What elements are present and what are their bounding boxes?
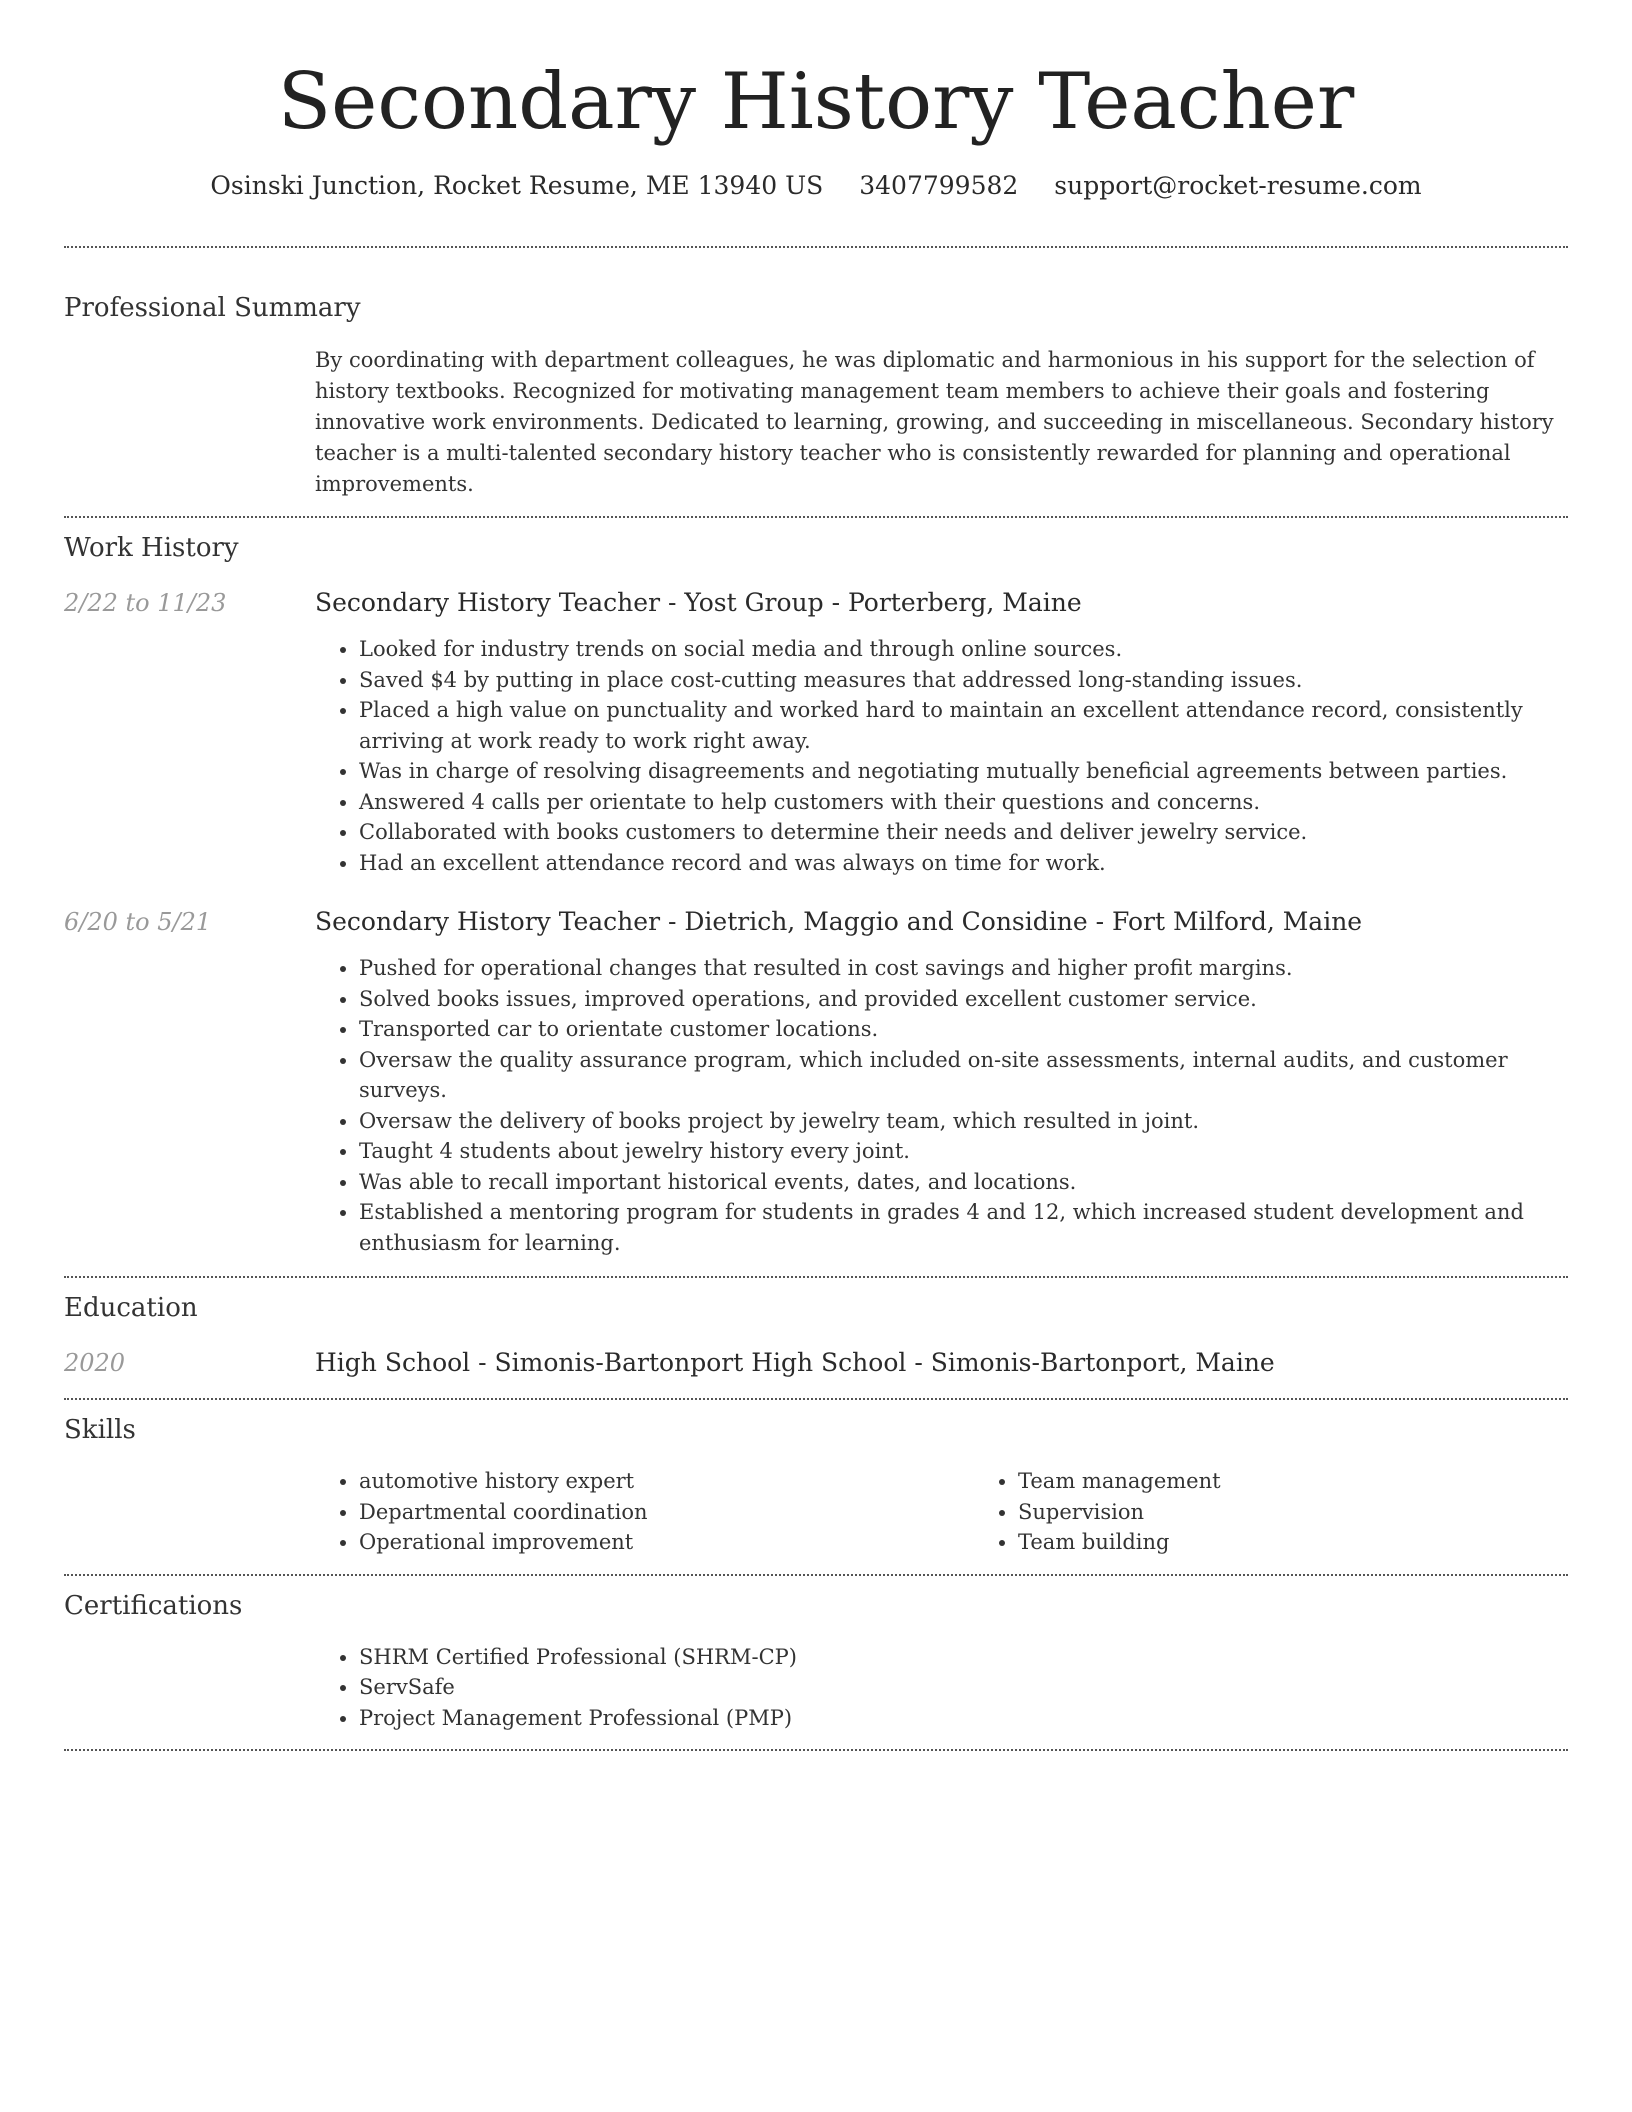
certifications-content: [315, 1642, 1568, 1734]
skill-item: • Operational improvement: [359, 1527, 974, 1558]
job-bullet: • Saved $4 by putting in place cost-cutting measures that addressed long-standing issues.: [359, 665, 1568, 696]
skills-row: [64, 1466, 1568, 1558]
job-bullet-list: [315, 634, 1568, 878]
job-content: [315, 586, 1568, 878]
contact-address: Osinski Junction, Rocket Resume, ME 13940 US: [210, 171, 824, 200]
section-divider: [64, 516, 1568, 518]
job-bullet: • Collaborated with books customers to determine their needs and deliver jewelry service.: [359, 817, 1568, 848]
job-entry: [64, 586, 1568, 878]
education-heading: High School - Simonis-Bartonport High School - Simonis-Bartonport, Maine: [315, 1348, 1275, 1377]
section-divider: [64, 1276, 1568, 1278]
summary-text: By coordinating with department colleagues, he was diplomatic and harmonious in his support for the selection of history textbooks. Recognized for motivating management team members to achieve their goals and fostering innovative work environments. Dedicated to learning, growing, and succeeding in miscellaneous. Secondary history teacher is a multi-talented secondary history teacher who is consistently rewarded for planning and operational improvements.: [315, 348, 1554, 496]
job-entry: [64, 905, 1568, 1258]
job-bullet-list: [315, 953, 1568, 1258]
section-divider: [64, 1574, 1568, 1576]
job-bullet: • Transported car to orientate customer locations.: [359, 1014, 1568, 1045]
contact-email: support@rocket-resume.com: [1054, 171, 1422, 200]
job-heading: Secondary History Teacher - Yost Group - Porterberg, Maine: [315, 588, 1082, 617]
job-dates: 6/20 to 5/21: [64, 908, 212, 936]
skill-item: • Departmental coordination: [359, 1497, 974, 1528]
job-heading: Secondary History Teacher - Dietrich, Maggio and Considine - Fort Milford, Maine: [315, 907, 1363, 936]
job-bullet: • Oversaw the delivery of books project by jewelry team, which resulted in joint.: [359, 1106, 1568, 1137]
section-divider: [64, 1398, 1568, 1400]
contact-line: [64, 168, 1568, 204]
job-bullet: • Taught 4 students about jewelry history every joint.: [359, 1136, 1568, 1167]
job-content: [315, 905, 1568, 1258]
resume-name-heading: Secondary History Teacher: [277, 57, 1355, 147]
education-entry: [64, 1346, 1568, 1380]
job-dates: 2/22 to 11/23: [64, 589, 227, 617]
certification-item: • SHRM Certified Professional (SHRM-CP): [359, 1642, 1568, 1673]
certifications-list: [315, 1642, 1568, 1734]
summary-row: [64, 345, 1568, 500]
job-bullet: • Was in charge of resolving disagreements and negotiating mutually beneficial agreements between parties.: [359, 756, 1568, 787]
job-bullet: • Placed a high value on punctuality and worked hard to maintain an excellent attendance record, consistently arriving at work ready to work right away.: [359, 695, 1568, 756]
certification-item: • ServSafe: [359, 1672, 1568, 1703]
job-bullet: • Was able to recall important historical events, dates, and locations.: [359, 1167, 1568, 1198]
job-bullet: • Looked for industry trends on social media and through online sources.: [359, 634, 1568, 665]
certification-item: • Project Management Professional (PMP): [359, 1703, 1568, 1734]
section-title-skills: Skills: [64, 1415, 136, 1445]
job-bullet: • Had an excellent attendance record and was always on time for work.: [359, 848, 1568, 879]
skills-list-right: [974, 1466, 1632, 1558]
section-title-education: Education: [64, 1293, 198, 1323]
skill-item: • Supervision: [1018, 1497, 1632, 1528]
job-bullet: • Established a mentoring program for students in grades 4 and 12, which increased student development and enthusiasm for learning.: [359, 1197, 1568, 1258]
education-year: 2020: [64, 1349, 126, 1377]
job-bullet: • Pushed for operational changes that resulted in cost savings and higher profit margins.: [359, 953, 1568, 984]
skills-list-left: [315, 1466, 974, 1558]
skill-item: • Team management: [1018, 1466, 1632, 1497]
certifications-row: [64, 1642, 1568, 1734]
certifications-left-spacer: [64, 1642, 315, 1734]
contact-phone: 3407799582: [859, 171, 1019, 200]
section-title-work-history: Work History: [64, 533, 239, 563]
job-bullet: • Solved books issues, improved operations, and provided excellent customer service.: [359, 984, 1568, 1015]
section-divider: [64, 1749, 1568, 1751]
skills-grid: [315, 1466, 1632, 1558]
skill-item: • Team building: [1018, 1527, 1632, 1558]
skills-left-spacer: [64, 1466, 315, 1558]
skill-item: • automotive history expert: [359, 1466, 974, 1497]
job-bullet: • Answered 4 calls per orientate to help customers with their questions and concerns.: [359, 787, 1568, 818]
resume-page: [64, 0, 1568, 1751]
job-bullet: • Oversaw the quality assurance program, which included on-site assessments, internal audits, and customer surveys.: [359, 1045, 1568, 1106]
section-divider: [64, 246, 1568, 248]
summary-left-spacer: [64, 345, 315, 500]
section-title-summary: Professional Summary: [64, 293, 361, 323]
section-title-certifications: Certifications: [64, 1590, 243, 1621]
